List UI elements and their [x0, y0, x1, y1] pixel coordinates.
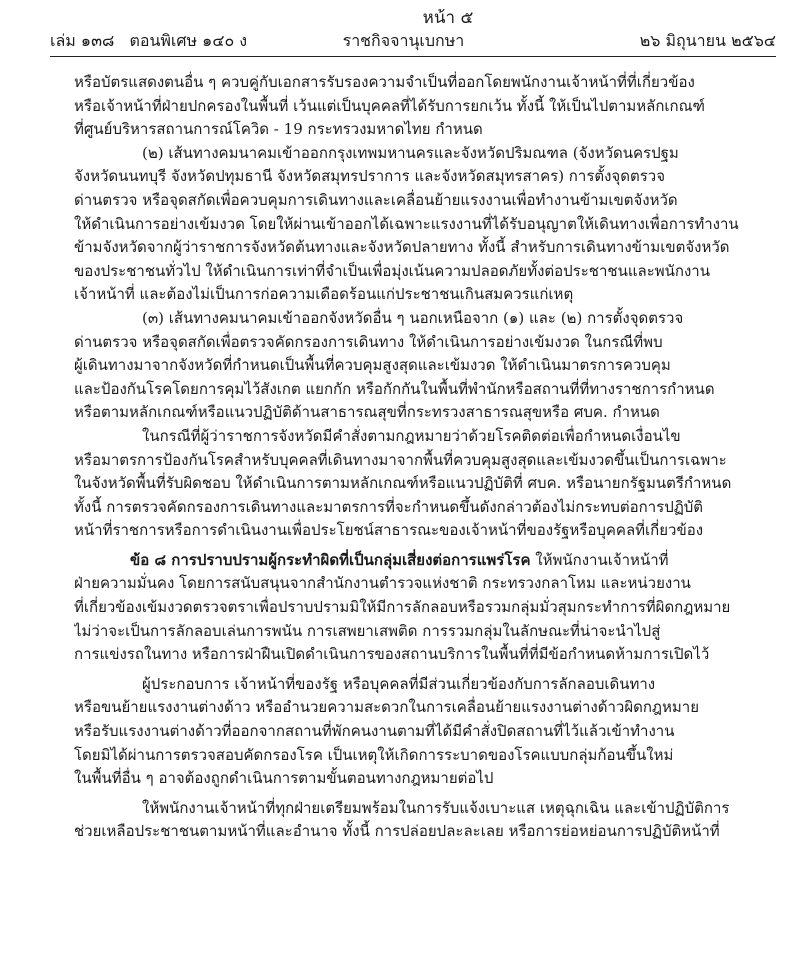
text-line: หรือบัตรแสดงตนอื่น ๆ ควบคู่กับเอกสารรับรองความจำเป็นที่ออกโดยพนักงานเจ้าหน้าที่ที่เกี่ยวข้อง	[74, 73, 695, 91]
text-line: หน้าที่ราชการหรือการดำเนินงานเพื่อประโยชน์สาธารณะของเจ้าหน้าที่ของรัฐหรือบุคคลที่เกี่ยวข้อง	[74, 521, 704, 540]
issue-label: ตอนพิเศษ ๑๔๐ ง	[129, 31, 248, 50]
text-line: หรือตามหลักเกณฑ์หรือแนวปฏิบัติด้านสาธารณสุขที่กระทรวงสาธารณสุขหรือ ศบค. กำหนด	[74, 403, 660, 422]
text-line: ในพื้นที่อื่น ๆ อาจต้องถูกดำเนินการตามขั้นตอนทางกฎหมายต่อไป	[74, 769, 494, 788]
text-line: ผู้ประกอบการ เจ้าหน้าที่ของรัฐ หรือบุคคลที่มีส่วนเกี่ยวข้องกับการลักลอบเดินทาง	[142, 674, 656, 693]
text-line: ในจังหวัดพื้นที่รับผิดชอบ ให้ดำเนินการตามหลักเกณฑ์หรือแนวปฏิบัติที่ ศบค. หรือนายกรัฐมนตรีกำหนด	[74, 474, 732, 493]
text-line: ข้ามจังหวัดจากผู้ว่าราชการจังหวัดต้นทางและจังหวัดปลายทาง ทั้งนี้ สำหรับการเดินทางข้ามเขตจังหวัด	[74, 238, 730, 257]
document-body	[74, 71, 760, 844]
section-8-lead: ให้พนักงานเจ้าหน้าที่	[535, 550, 669, 569]
text-line: ทั้งนี้ การตรวจคัดกรองการเดินทางและมาตรการที่จะกำหนดขึ้นดังกล่าวต้องไม่กระทบต่อการปฏิบัติ	[74, 497, 704, 516]
page-number: หน้า ๕	[422, 8, 474, 28]
text-line: จังหวัดนนทบุรี จังหวัดปทุมธานี จังหวัดสมุทรปราการ และจังหวัดสมุทรสาคร) การตั้งจุดตรวจ	[74, 167, 665, 186]
text-line: โดยมิได้ผ่านการตรวจสอบคัดกรองโรค เป็นเหตุให้เกิดการระบาดของโรคแบบกลุ่มก้อนขึ้นใหม่	[74, 745, 674, 764]
text-line: และป้องกันโรคโดยการคุมไว้สังเกต แยกกัก หรือกักกันในพื้นที่พำนักหรือสถานที่ที่ทางราชการกำหนด	[74, 379, 715, 398]
text-line: หรือขนย้ายแรงงานต่างด้าว หรืออำนวยความสะดวกในการเคลื่อนย้ายแรงงานต่างด้าวผิดกฎหมาย	[74, 698, 699, 717]
text-line: หรือเจ้าหน้าที่ฝ่ายปกครองในพื้นที่ เว้นแต่เป็นบุคคลที่ได้รับการยกเว้น ทั้งนี้ ให้เป็นไปตามหลักเกณฑ์	[74, 96, 706, 115]
text-line: ด่านตรวจ หรือจุดสกัดเพื่อตรวจคัดกรองการเดินทาง ให้ดำเนินการอย่างเข้มงวด ในกรณีที่พบ	[74, 332, 663, 351]
text-line: เจ้าหน้าที่ และต้องไม่เป็นการก่อความเดือดร้อนแก่ประชาชนเกินสมควรแก่เหตุ	[74, 285, 574, 304]
gazette-header	[50, 30, 776, 57]
text-line: ของประชาชนทั่วไป ให้ดำเนินการเท่าที่จำเป็นเพื่อมุ่งเน้นความปลอดภัยทั้งต่อประชาชนและพนักงาน	[74, 261, 710, 280]
text-line: ฝ่ายความมั่นคง โดยการสนับสนุนจากสำนักงานตำรวจแห่งชาติ กระทรวงกลาโหม และหน่วยงาน	[74, 574, 691, 593]
text-line: ที่ศูนย์บริหารสถานการณ์โควิด - 19 กระทรวงมหาดไทย กำหนด	[74, 120, 483, 139]
text-line: ให้ดำเนินการอย่างเข้มงวด โดยให้ผ่านเข้าออกได้เฉพาะแรงงานที่ได้รับอนุญาตให้เดินทางเพื่อการทำงาน	[74, 214, 739, 233]
text-line: ให้พนักงานเจ้าหน้าที่ทุกฝ่ายเตรียมพร้อมในการรับแจ้งเบาะแส เหตุฉุกเฉิน และเข้าปฏิบัติการ	[142, 798, 730, 817]
text-line: ผู้เดินทางมาจากจังหวัดที่กำหนดเป็นพื้นที่ควบคุมสูงสุดและเข้มงวด ให้ดำเนินมาตรการควบคุม	[74, 356, 671, 375]
text-line: ด่านตรวจ หรือจุดสกัดเพื่อควบคุมการเดินทางและเคลื่อนย้ายแรงงานเพื่อทำงานข้ามเขตจังหวัด	[74, 190, 678, 209]
text-line: หรือรับแรงงานต่างด้าวที่ออกจากสถานที่พักคนงานตามที่ได้มีคำสั่งปิดสถานที่ไว้แล้วเข้าทำงาน	[74, 722, 675, 741]
text-line: การแข่งรถในทาง หรือการฝ่าฝืนเปิดดำเนินการของสถานบริการในพื้นที่ที่มีข้อกำหนดห้ามการเปิดไว้	[74, 645, 710, 664]
text-line: (๒) เส้นทางคมนาคมเข้าออกกรุงเทพมหานครและจังหวัดปริมณฑล (จังหวัดนครปฐม	[142, 143, 679, 162]
gazette-name: ราชกิจจานุเบกษา	[342, 31, 465, 50]
text-line: ที่เกี่ยวข้องเข้มงวดตรวจตราเพื่อปราบปรามมิให้มีการลักลอบหรือรวมกลุ่มมั่วสุมกระทำการที่ผิดกฎหมาย	[74, 598, 731, 617]
volume-label: เล่ม ๑๓๘	[50, 31, 115, 50]
text-line: ในกรณีที่ผู้ว่าราชการจังหวัดมีคำสั่งตามกฎหมายว่าด้วยโรคติดต่อเพื่อกำหนดเงื่อนไข	[142, 426, 681, 445]
text-line: หรือมาตรการป้องกันโรคสำหรับบุคคลที่เดินทางมาจากพื้นที่ควบคุมสูงสุดและเข้มงวดขึ้นเป็นการเฉพาะ	[74, 450, 727, 469]
header-left	[50, 30, 257, 52]
section-8-heading: ข้อ ๘ การปราบปรามผู้กระทำผิดที่เป็นกลุ่มเสี่ยงต่อการแพร่โรค	[130, 550, 531, 569]
text-line: ช่วยเหลือประชาชนตามหน้าที่และอำนาจ ทั้งนี้ การปล่อยปละละเลย หรือการย่อหย่อนการปฏิบัติหน้าที่	[74, 822, 720, 841]
publication-date: ๒๖ มิถุนายน ๒๕๖๔	[639, 31, 776, 50]
section-8-first-line	[74, 549, 760, 573]
text-line: ไม่ว่าจะเป็นการลักลอบเล่นการพนัน การเสพยาเสพติด การรวมกลุ่มในลักษณะที่น่าจะนำไปสู่	[74, 621, 661, 640]
text-line: (๓) เส้นทางคมนาคมเข้าออกจังหวัดอื่น ๆ นอกเหนือจาก (๑) และ (๒) การตั้งจุดตรวจ	[142, 308, 684, 327]
